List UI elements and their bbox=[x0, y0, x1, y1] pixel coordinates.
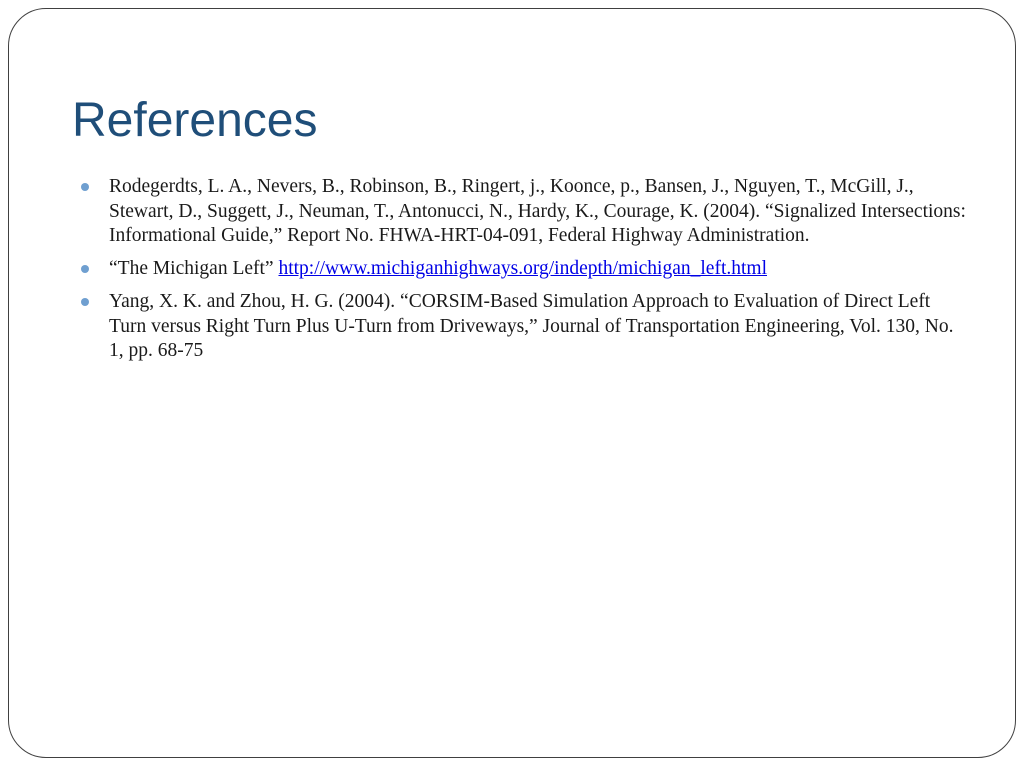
bullet-icon bbox=[81, 298, 89, 306]
slide-frame bbox=[8, 8, 1016, 758]
bullet-icon bbox=[81, 183, 89, 191]
reference-text: Rodegerdts, L. A., Nevers, B., Robinson, B., Ringert, j., Koonce, p., Bansen, J., Nguyen, T., McGill, J., Stewart, D., Suggett, J., Neuman, T., Antonucci, N., Hardy, K., Courage, K. (2004). “Signalized Intersections: Informational Guide,” Report No. FHWA-HRT-04-091, Federal Highway Administration. bbox=[109, 176, 966, 246]
reference-item-3 bbox=[109, 290, 969, 364]
reference-item-1 bbox=[109, 175, 969, 249]
reference-text: “The Michigan Left” bbox=[109, 258, 274, 279]
bullet-icon bbox=[81, 265, 89, 273]
reference-item-2 bbox=[109, 257, 969, 282]
references-list bbox=[109, 175, 969, 372]
reference-text: Yang, X. K. and Zhou, H. G. (2004). “CORSIM-Based Simulation Approach to Evaluation of Direct Left Turn versus Right Turn Plus U-Turn from Driveways,” Journal of Transportation Engineering, Vol. 130, No. 1, pp. 68-75 bbox=[109, 291, 954, 361]
slide-title: References bbox=[72, 94, 318, 147]
michigan-left-link[interactable]: http://www.michiganhighways.org/indepth/michigan_left.html bbox=[278, 258, 767, 279]
